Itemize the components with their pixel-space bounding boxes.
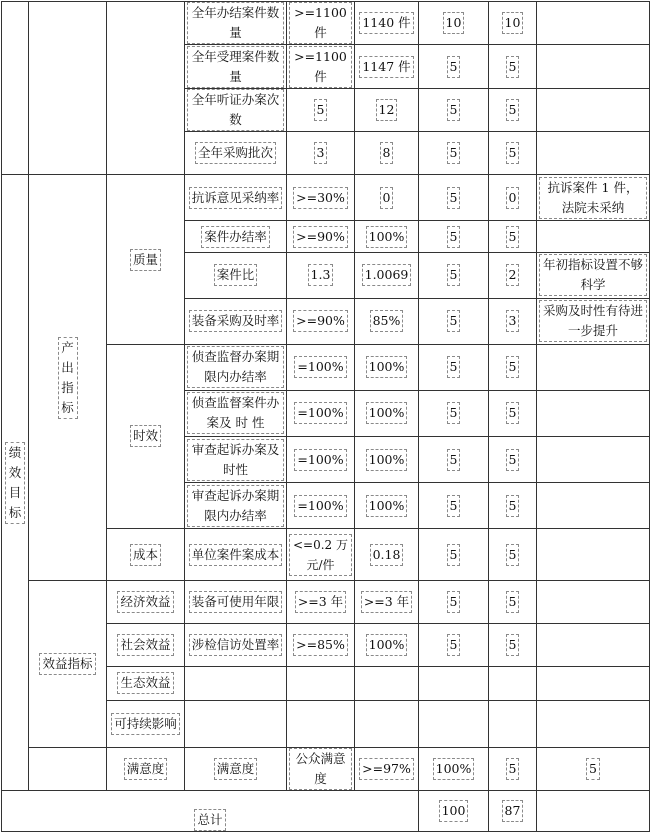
- note-cell: [537, 175, 650, 221]
- weight-text: 5: [447, 310, 461, 332]
- score-cell: [489, 344, 537, 390]
- note-cell: [537, 529, 650, 581]
- target-text: >=1100 件: [289, 2, 352, 44]
- sustainable-subgroup-cell: [107, 700, 185, 747]
- score-text: 5: [506, 402, 520, 424]
- social-subgroup-cell: [107, 624, 185, 666]
- actual-cell: [355, 298, 419, 344]
- note-cell: [537, 221, 650, 252]
- note-cell: [537, 700, 650, 747]
- weight-text: 5: [447, 99, 461, 121]
- weight-cell: [419, 175, 489, 221]
- indicator-text: 案件办结率: [201, 226, 270, 248]
- actual-cell: [355, 624, 419, 666]
- total-label: 总计: [194, 809, 225, 831]
- score-text: 3: [506, 310, 520, 332]
- score-text: 5: [506, 449, 520, 471]
- target-text: >=90%: [293, 226, 348, 248]
- indicator-cell: [185, 483, 287, 529]
- target-cell: [287, 221, 355, 252]
- weight-text: 5: [447, 142, 461, 164]
- weight-cell: [419, 483, 489, 529]
- target-text: <=0.2 万元/件: [289, 534, 352, 576]
- note-cell: [537, 89, 650, 132]
- target-cell: [287, 175, 355, 221]
- indicator-cell: [185, 45, 287, 89]
- table-row: [2, 581, 650, 624]
- score-cell: [489, 45, 537, 89]
- indicator-text: 全年采购批次: [195, 142, 276, 164]
- score-cell: [489, 89, 537, 132]
- total-score-cell: [489, 790, 537, 831]
- indicator-text: 公众满意度: [289, 748, 352, 790]
- actual-cell: [355, 700, 419, 747]
- target-cell: [287, 666, 355, 700]
- score-text: 5: [506, 142, 520, 164]
- score-text: 5: [586, 758, 600, 780]
- score-cell: [489, 529, 537, 581]
- actual-cell: [355, 529, 419, 581]
- actual-text: 100%: [366, 495, 408, 517]
- target-text: >=30%: [293, 187, 348, 209]
- weight-text: 10: [443, 12, 465, 34]
- ecological-label: 生态效益: [117, 672, 173, 694]
- weight-text: 5: [447, 449, 461, 471]
- actual-cell: [355, 581, 419, 624]
- actual-text: 1140 件: [359, 12, 413, 34]
- target-cell: [287, 298, 355, 344]
- benefit-group-label: 效益指标: [39, 653, 95, 675]
- actual-text: 100%: [366, 634, 408, 656]
- weight-cell: [419, 344, 489, 390]
- indicator-cell: [287, 747, 355, 790]
- quality-label: 质量: [130, 249, 161, 271]
- ecological-subgroup-cell: [107, 666, 185, 700]
- weight-text: 5: [447, 402, 461, 424]
- target-cell: [287, 344, 355, 390]
- actual-cell: [355, 436, 419, 482]
- note-cell: [537, 581, 650, 624]
- note-text: 采购及时性有待进一步提升: [539, 300, 647, 342]
- note-cell: [537, 483, 650, 529]
- target-text: >=90%: [293, 310, 348, 332]
- target-text: >=97%: [359, 758, 414, 780]
- sustainable-label: 可持续影响: [111, 713, 180, 735]
- note-cell: [537, 252, 650, 298]
- target-cell: [287, 700, 355, 747]
- economic-label: 经济效益: [117, 591, 173, 613]
- weight-cell: [419, 581, 489, 624]
- actual-cell: [355, 175, 419, 221]
- total-weight-cell: [419, 790, 489, 831]
- indicator-cell: [185, 390, 287, 436]
- indicator-cell: [185, 221, 287, 252]
- note-cell: [537, 436, 650, 482]
- score-cell: [489, 483, 537, 529]
- note-cell: [537, 298, 650, 344]
- score-cell: [489, 298, 537, 344]
- actual-cell: [355, 2, 419, 45]
- weight-cell: [419, 436, 489, 482]
- note-text: 年初指标设置不够科学: [539, 254, 647, 296]
- cost-subgroup-cell: [107, 529, 185, 581]
- weight-cell: [419, 132, 489, 175]
- output-group-label: 产出指标: [58, 337, 78, 419]
- target-cell: [287, 132, 355, 175]
- indicator-text: 单位案件案成本: [189, 544, 283, 566]
- actual-text: 100%: [366, 449, 408, 471]
- indicator-text: 涉检信访处置率: [189, 634, 283, 656]
- target-text: 5: [314, 99, 328, 121]
- weight-text: 5: [447, 591, 461, 613]
- weight-text: 5: [447, 356, 461, 378]
- weight-cell: [419, 252, 489, 298]
- target-cell: [287, 252, 355, 298]
- score-text: 5: [506, 495, 520, 517]
- note-cell: [537, 666, 650, 700]
- cell-goal-top: [2, 2, 29, 175]
- target-text: =100%: [294, 449, 346, 471]
- weight-text: 5: [447, 634, 461, 656]
- target-cell: [287, 529, 355, 581]
- actual-text: 100%: [366, 402, 408, 424]
- weight-text: 5: [447, 495, 461, 517]
- indicator-cell: [185, 252, 287, 298]
- actual-cell: [355, 483, 419, 529]
- timeliness-label: 时效: [130, 425, 161, 447]
- target-text: =100%: [294, 495, 346, 517]
- indicator-text: 审查起诉办案期限内办结率: [187, 485, 284, 527]
- score-text: 5: [506, 56, 520, 78]
- weight-cell: [419, 529, 489, 581]
- total-score: 87: [502, 800, 524, 822]
- target-cell: [355, 747, 419, 790]
- target-cell: [287, 483, 355, 529]
- score-text: 5: [506, 356, 520, 378]
- cell-output-top: [29, 2, 107, 175]
- indicator-cell: [185, 89, 287, 132]
- indicator-text: 抗诉意见采纳率: [189, 187, 283, 209]
- timeliness-subgroup-cell: [107, 344, 185, 528]
- indicator-text: 侦查监督案件办案及 时 性: [187, 392, 284, 434]
- actual-cell: [355, 390, 419, 436]
- actual-cell: [355, 132, 419, 175]
- weight-cell: [419, 45, 489, 89]
- actual-text: >=3 年: [361, 591, 412, 613]
- note-cell: [537, 45, 650, 89]
- cell-goal-bottom: [29, 747, 107, 790]
- actual-text: 0: [380, 187, 394, 209]
- score-text: 5: [506, 226, 520, 248]
- weight-cell: [419, 624, 489, 666]
- target-cell: [287, 624, 355, 666]
- score-cell: [489, 581, 537, 624]
- target-cell: [287, 390, 355, 436]
- note-cell: [537, 2, 650, 45]
- target-text: >=3 年: [295, 591, 346, 613]
- indicator-cell: [185, 298, 287, 344]
- score-cell: [489, 666, 537, 700]
- target-text: >=1100 件: [289, 46, 352, 88]
- score-text: 5: [506, 591, 520, 613]
- actual-text: 100%: [366, 226, 408, 248]
- output-group-cell: [29, 175, 107, 581]
- weight-text: 5: [447, 56, 461, 78]
- target-text: 3: [314, 142, 328, 164]
- weight-cell: [419, 666, 489, 700]
- score-text: 5: [506, 634, 520, 656]
- score-text: 10: [502, 12, 524, 34]
- satisfaction-subgroup-cell: [185, 747, 287, 790]
- indicator-cell: [185, 2, 287, 45]
- note-cell: [537, 132, 650, 175]
- indicator-text: 侦查监督办案期限内办结率: [187, 346, 284, 388]
- satisfaction-group-label: 满意度: [124, 758, 168, 780]
- indicator-text: 全年办结案件数量: [187, 2, 284, 44]
- weight-text: 5: [447, 544, 461, 566]
- actual-text: 100%: [433, 758, 475, 780]
- score-cell: [489, 2, 537, 45]
- actual-cell: [355, 666, 419, 700]
- table-row: [2, 175, 650, 221]
- actual-cell: [355, 221, 419, 252]
- score-cell: [489, 700, 537, 747]
- actual-cell: [355, 89, 419, 132]
- indicator-cell: [185, 581, 287, 624]
- indicator-cell: [185, 175, 287, 221]
- actual-text: 1147 件: [359, 56, 413, 78]
- indicator-text: 全年听证办案次数: [187, 89, 284, 131]
- score-cell: [489, 390, 537, 436]
- target-text: >=85%: [293, 634, 348, 656]
- target-cell: [287, 581, 355, 624]
- note-cell: [537, 624, 650, 666]
- target-text: =100%: [294, 402, 346, 424]
- indicator-cell: [185, 624, 287, 666]
- actual-cell: [355, 45, 419, 89]
- note-cell: [537, 790, 650, 831]
- weight-text: 5: [447, 226, 461, 248]
- actual-text: 0.18: [370, 544, 404, 566]
- actual-cell: [355, 344, 419, 390]
- score-text: 0: [506, 187, 520, 209]
- actual-text: 12: [376, 99, 398, 121]
- indicator-text: 装备可使用年限: [189, 591, 283, 613]
- target-text: 1.3: [308, 264, 334, 286]
- weight-cell: [419, 298, 489, 344]
- score-cell: [489, 175, 537, 221]
- score-cell: [537, 747, 650, 790]
- satisfaction-label: 满意度: [214, 758, 258, 780]
- economic-subgroup-cell: [107, 581, 185, 624]
- indicator-cell: [185, 132, 287, 175]
- weight-cell: [419, 221, 489, 252]
- social-label: 社会效益: [117, 634, 173, 656]
- target-cell: [287, 436, 355, 482]
- table-row: [2, 747, 650, 790]
- actual-text: 1.0069: [362, 264, 412, 286]
- indicator-cell: [185, 666, 287, 700]
- score-cell: [489, 436, 537, 482]
- indicator-cell: [185, 529, 287, 581]
- table-row: [2, 2, 650, 45]
- target-text: =100%: [294, 356, 346, 378]
- weight-text: 5: [447, 264, 461, 286]
- weight-cell: [419, 700, 489, 747]
- score-text: 5: [506, 544, 520, 566]
- cost-label: 成本: [130, 544, 161, 566]
- actual-cell: [419, 747, 489, 790]
- weight-cell: [419, 89, 489, 132]
- indicator-cell: [185, 344, 287, 390]
- goal-group-cell: [2, 175, 29, 790]
- score-cell: [489, 624, 537, 666]
- score-cell: [489, 252, 537, 298]
- weight-cell: [489, 747, 537, 790]
- actual-cell: [355, 252, 419, 298]
- indicator-cell: [185, 436, 287, 482]
- actual-text: 100%: [366, 356, 408, 378]
- benefit-group-cell: [29, 581, 107, 747]
- performance-table: [1, 1, 650, 832]
- total-label-cell: [2, 790, 419, 831]
- target-cell: [287, 45, 355, 89]
- indicator-text: 审查起诉办案及时性: [187, 439, 284, 481]
- actual-text: 85%: [370, 310, 404, 332]
- indicator-text: 装备采购及时率: [189, 310, 283, 332]
- target-cell: [287, 2, 355, 45]
- score-text: 2: [506, 264, 520, 286]
- note-cell: [537, 390, 650, 436]
- score-text: 5: [506, 99, 520, 121]
- score-cell: [489, 132, 537, 175]
- total-weight: 100: [439, 800, 469, 822]
- total-row: [2, 790, 650, 831]
- note-cell: [537, 344, 650, 390]
- target-cell: [287, 89, 355, 132]
- weight-text: 5: [447, 187, 461, 209]
- weight-text: 5: [506, 758, 520, 780]
- indicator-text: 案件比: [214, 264, 258, 286]
- weight-cell: [419, 2, 489, 45]
- cell-subgroup-top: [107, 2, 185, 175]
- score-cell: [489, 221, 537, 252]
- satisfaction-group-cell: [107, 747, 185, 790]
- weight-cell: [419, 390, 489, 436]
- indicator-text: 全年受理案件数量: [187, 46, 284, 88]
- actual-text: 8: [380, 142, 394, 164]
- quality-subgroup-cell: [107, 175, 185, 344]
- indicator-cell: [185, 700, 287, 747]
- note-text: 抗诉案件 1 件，法院未采纳: [539, 177, 647, 219]
- goal-group-label: 绩效目标: [5, 442, 25, 524]
